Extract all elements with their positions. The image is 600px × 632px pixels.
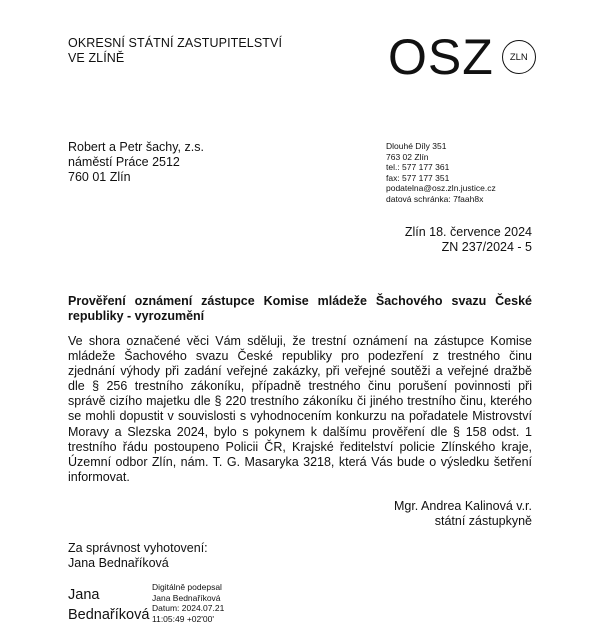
digital-signature-line2: Jana Bednaříková <box>152 592 221 603</box>
logo-badge: ZLN <box>502 40 536 74</box>
logo-text: OSZ <box>388 29 494 85</box>
recipient-address <box>68 140 204 185</box>
contact-email: podatelna@osz.zln.justice.cz <box>386 183 496 193</box>
digital-signature-details <box>152 582 224 624</box>
signer-title: státní zástupkyně <box>434 514 532 528</box>
prepared-by-label: Za správnost vyhotovení: <box>68 541 208 555</box>
digital-signature-last-name: Bednaříková <box>68 607 150 623</box>
contact-street: Dlouhé Díly 351 <box>386 141 447 151</box>
reference-number: ZN 237/2024 - 5 <box>441 240 532 254</box>
recipient-line3: 760 01 Zlín <box>68 170 131 184</box>
recipient-line1: Robert a Petr šachy, z.s. <box>68 140 204 154</box>
osz-logo <box>388 28 536 86</box>
digital-signature-name <box>68 585 149 625</box>
signature-block <box>394 499 532 529</box>
office-name <box>68 36 282 66</box>
digital-signature-line3: Datum: 2024.07.21 <box>152 603 225 614</box>
prepared-by-name: Jana Bednaříková <box>68 556 169 570</box>
office-name-line2: VE ZLÍNĚ <box>68 51 125 65</box>
prepared-by <box>68 541 208 571</box>
office-name-line1: OKRESNÍ STÁTNÍ ZASTUPITELSTVÍ <box>68 36 283 50</box>
sender-contact <box>386 141 496 204</box>
contact-city: 763 02 Zlín <box>386 151 429 162</box>
contact-databox: datová schránka: 7faah8x <box>386 193 484 204</box>
recipient-line2: náměstí Práce 2512 <box>68 155 180 169</box>
date-reference <box>405 225 532 255</box>
digital-signature-first-name: Jana <box>68 587 100 603</box>
contact-tel: tel.: 577 177 361 <box>386 162 450 172</box>
letter-date: Zlín 18. července 2024 <box>404 225 532 239</box>
letter-subject: Prověření oznámení zástupce Komise mládeže Šachového svazu České republiky - vyrozumění <box>68 294 532 323</box>
signer-name: Mgr. Andrea Kalinová v.r. <box>393 499 532 513</box>
contact-fax: fax: 577 177 351 <box>386 172 450 183</box>
letter-body: Ve shora označené věci Vám sděluji, že trestní oznámení na zástupce Komise mládeže Šachového svazu České republiky pro podezření z trestného činu zjednání výhody při zadání veřejné zakázky, při veřejné soutěži a veřejné dražbě dle § 256 trestního zákoníku, případně trestného činu porušení povinnosti při správě cizího majetku dle § 220 trestního zákoníku či jiného trestního činu, kterého se mohli dopustit v souvislosti s vyhodnocením konkurzu na pořadatele Mistrovství Moravy a Slezska 2024, bylo s pokynem k dalšímu prověření dle § 158 odst. 1 trestního řádu postoupeno Policii ČR, Krajské ředitelství policie Zlínského kraje, Územní odbor Zlín, nám. T. G. Masaryka 3218, která Vás bude o výsledku šetření informovat. <box>68 334 532 484</box>
digital-signature-line1: Digitálně podepsal <box>152 582 222 592</box>
digital-signature-line4: 11:05:49 +02'00' <box>152 613 214 624</box>
